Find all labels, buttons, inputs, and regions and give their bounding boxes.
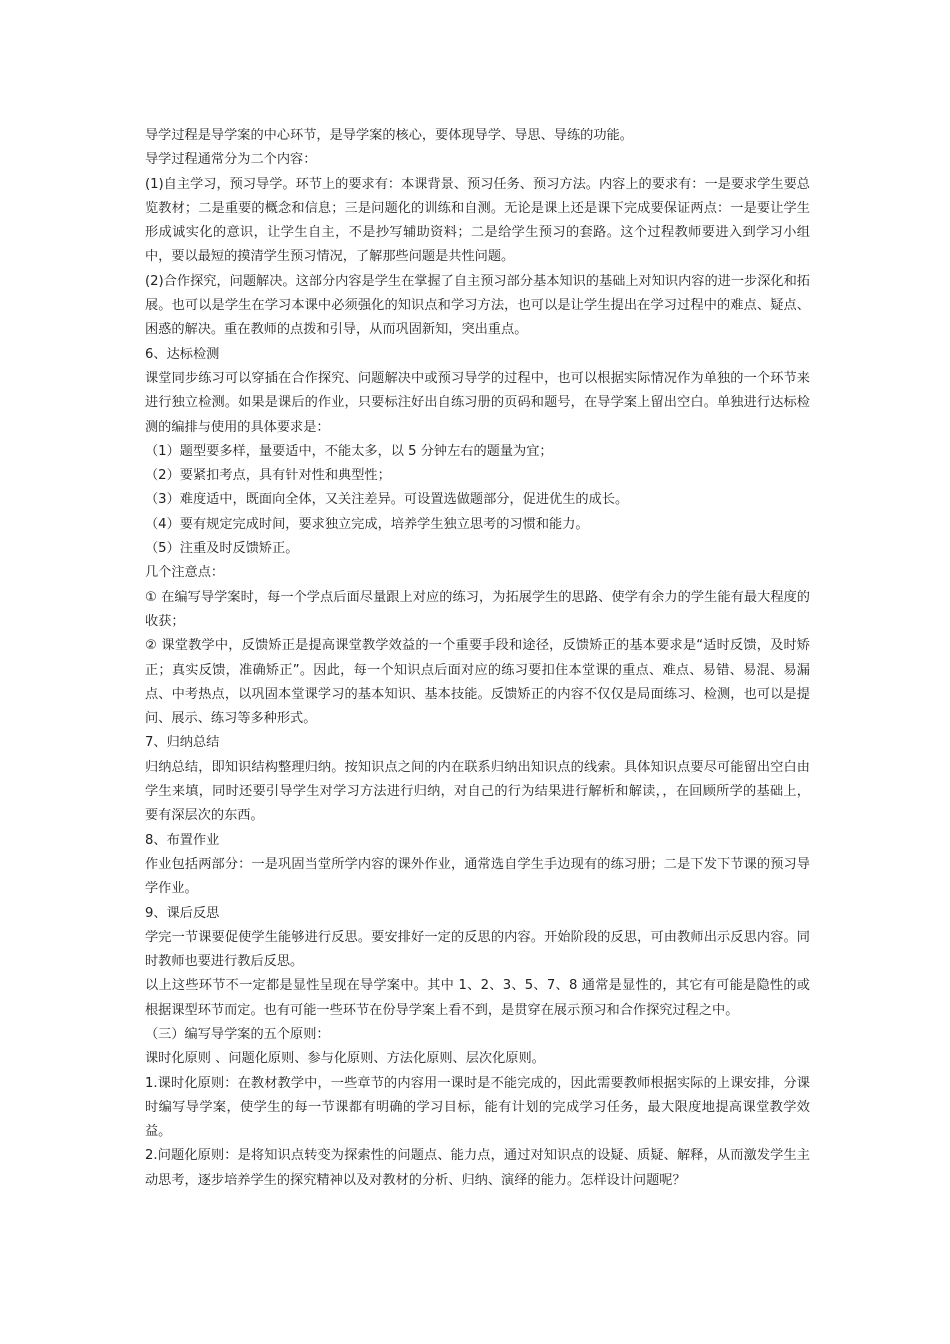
list-item-requirement-5: （5）注重及时反馈矫正。 — [145, 541, 299, 557]
section-heading-principles: （三）编写导学案的五个原则： — [145, 1026, 330, 1042]
paragraph-homework: 作业包括两部分：一是巩固当堂所学内容的课外作业，通常选自学生手边现有的练习册；二是下发下节课的预习导学作业。 — [145, 856, 810, 897]
list-item-requirement-4: （4）要有规定完成时间，要求独立完成，培养学生独立思考的习惯和能力。 — [145, 516, 589, 532]
paragraph-intro: 导学过程是导学案的中心环节，是导学案的核心，要体现导学、导思、导练的功能。 — [145, 128, 633, 143]
paragraph-principles-list: 课时化原则 、问题化原则、参与化原则、方法化原则、层次化原则。 — [145, 1051, 545, 1067]
list-item-requirement-2: （2）要紧扣考点，具有针对性和典型性； — [145, 468, 391, 484]
list-item-requirement-3: （3）难度适中，既面向全体，又关注差异。可设置选做题部分，促进优生的成长。 — [145, 492, 629, 508]
section-heading-reflection: 9、课后反思 — [145, 905, 220, 921]
paragraph-principle-lesson: 1.课时化原则：在教材教学中，一些章节的内容用一课时是不能完成的，因此需要教师根据实际的上课安排，分课时编写导学案，使学生的每一节课都有明确的学习目标，能有计划的完成学习任务，最大限度地提高课堂教学效益。 — [145, 1075, 810, 1140]
paragraph-explicit-implicit: 以上这些环节不一定都是显性呈现在导学案中。其中 1、2、3、5、7、8 通常是显性的，其它有可能是隐性的或根据课型环节而定。也有可能一些环节在份导学案上看不到，是贯穿在展示预习和合作探究过程之中。 — [145, 978, 810, 1018]
paragraph-assessment: 课堂同步练习可以穿插在合作探究、问题解决中或预习导学的过程中，也可以根据实际情况作为单独的一个环节来进行独立检测。如果是课后的作业，只要标注好出自练习册的页码和题号，在导学案上留出空白。单独进行达标检测的编排与使用的具体要求是： — [145, 370, 810, 435]
section-heading-homework: 8、布置作业 — [145, 832, 220, 848]
list-item-note-2: ② 课堂教学中，反馈矫正是提高课堂教学效益的一个重要手段和途径，反馈矫正的基本要求是“适时反馈，及时矫正；真实反馈，准确矫正”。因此，每一个知识点后面对应的练习要扣住本堂课的重点、难点、易错、易混、易漏点、中考热点，以巩固本堂课学习的基本知识、基本技能。反馈矫正的内容不仅仅是局面练习、检测，也可以是提问、展示、练习等多种形式。 — [145, 638, 810, 727]
list-item-requirement-1: （1）题型要多样，量要适中，不能太多，以 5 分钟左右的题量为宜； — [145, 443, 553, 459]
paragraph-reflection: 学完一节课要促使学生能够进行反思。要安排好一定的反思的内容。开始阶段的反思，可由教师出示反思内容。同时教师也要进行教后反思。 — [145, 929, 810, 970]
list-item-note-1: ① 在编写导学案时，每一个学点后面尽量跟上对应的练习，为拓展学生的思路、使学有余力的学生能有最大程度的收获； — [145, 589, 810, 629]
paragraph-self-study: (1)自主学习，预习导学。环节上的要求有：本课背景、预习任务、预习方法。内容上的要求有：一是要求学生要总览教材；二是重要的概念和信息；三是问题化的训练和自测。无论是课上还是课下完成要保证两点：一是要让学生形成诚实化的意识，让学生自主，不是抄写辅助资料；二是给学生预习的套路。这个过程教师要进入到学习小组中，要以最短的摸清学生预习情况，了解那些问题是共性问题。 — [145, 176, 810, 265]
section-heading-assessment: 6、达标检测 — [145, 346, 220, 362]
document-body — [145, 124, 810, 1193]
paragraph-summary: 归纳总结，即知识结构整理归纳。按知识点之间的内在联系归纳出知识点的线索。具体知识点要尽可能留出空白由学生来填，同时还要引导学生对学习方法进行归纳，对自己的行为结果进行解析和解读，，在回顾所学的基础上，要有深层次的东西。 — [145, 759, 810, 824]
paragraph-principle-question: 2.问题化原则：是将知识点转变为探索性的问题点、能力点，通过对知识点的设疑、质疑、解释，从而激发学生主动思考，逐步培养学生的探究精神以及对教材的分析、归纳、演绎的能力。怎样设计问题呢？ — [145, 1148, 810, 1188]
paragraph-notes-heading: 几个注意点： — [145, 565, 225, 581]
paragraph-cooperative-inquiry: (2)合作探究，问题解决。这部分内容是学生在掌握了自主预习部分基本知识的基础上对知识内容的进一步深化和拓展。也可以是学生在学习本课中必须强化的知识点和学习方法，也可以是让学生提出在学习过程中的难点、疑点、困惑的解决。重在教师的点拨和引导，从而巩固新知，突出重点。 — [145, 273, 810, 338]
paragraph-process-parts: 导学过程通常分为二个内容： — [145, 152, 317, 168]
section-heading-summary: 7、归纳总结 — [145, 735, 220, 751]
